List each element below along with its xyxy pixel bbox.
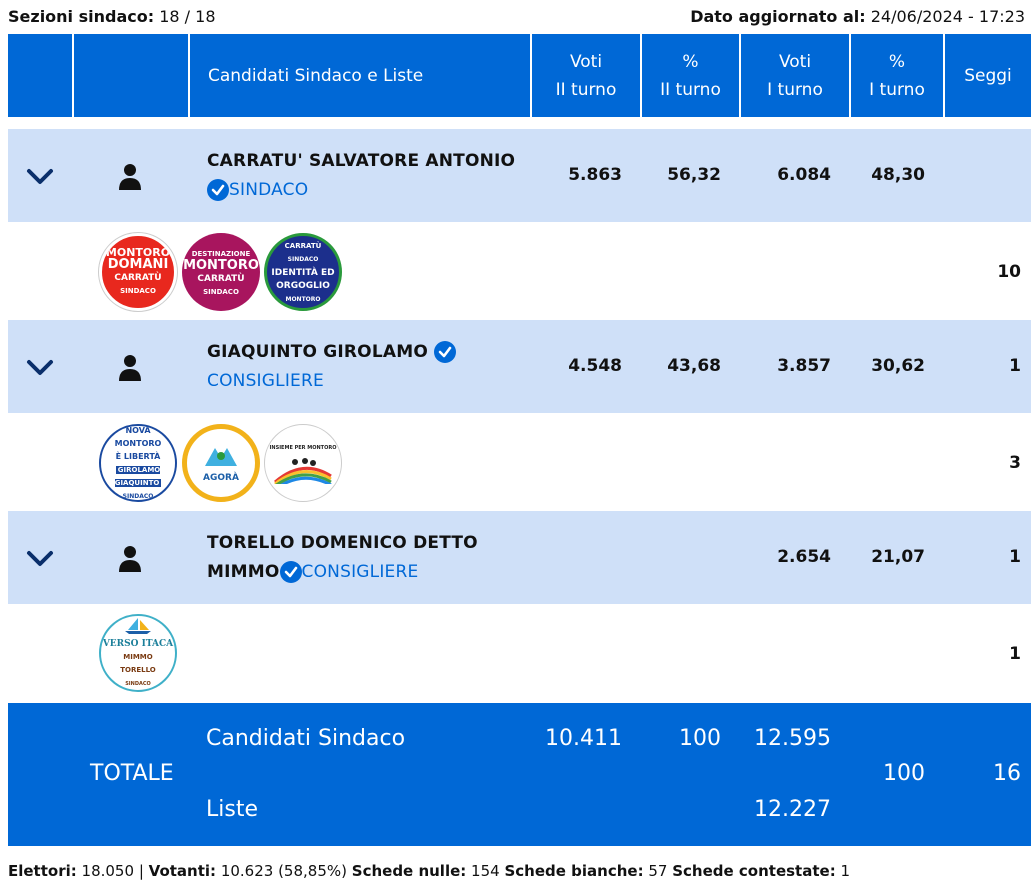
votes-1: 6.084 xyxy=(777,165,831,185)
candidate-row xyxy=(8,129,1031,222)
agora-logo: AGORÀ xyxy=(182,424,260,502)
contested-ballots-value: 1 xyxy=(840,862,851,880)
pct-1: 48,30 xyxy=(871,165,925,185)
list-seats: 1 xyxy=(1009,644,1021,664)
voters-value: 10.623 (58,85%) xyxy=(220,862,347,880)
total-candidates-label: Candidati Sindaco xyxy=(206,726,406,751)
candidate-name-block xyxy=(207,529,478,587)
pct-2: 43,68 xyxy=(667,356,721,376)
list-seats: 3 xyxy=(1009,453,1021,473)
pct-1: 21,07 xyxy=(871,547,925,567)
montoro-domani-logo: MONTORO DOMANI CARRATÙ SINDACO xyxy=(99,233,177,311)
total-pct-2: 100 xyxy=(679,726,721,751)
header-votes-2: Voti II turno xyxy=(532,34,640,117)
lists-row xyxy=(8,604,1031,702)
votes-1: 3.857 xyxy=(777,356,831,376)
total-seats: 16 xyxy=(993,761,1021,786)
candidate-name-block xyxy=(207,147,515,205)
candidate-role: SINDACO xyxy=(229,180,309,200)
verified-check-icon xyxy=(434,341,456,363)
chevron-down-icon[interactable] xyxy=(26,549,54,569)
candidate-name-block xyxy=(207,338,456,396)
person-icon xyxy=(117,354,143,382)
rainbow-icon xyxy=(273,454,333,484)
candidate-role: CONSIGLIERE xyxy=(301,562,419,582)
verso-itaca-logo: VERSO ITACA MIMMO TORELLO SINDACO xyxy=(99,614,177,692)
header-candidates: Candidati Sindaco e Liste xyxy=(190,34,530,117)
nova-montoro-logo: NOVA MONTORO È LIBERTÀ GIROLAMO GIAQUINTO SINDACO xyxy=(99,424,177,502)
top-info-bar xyxy=(8,4,1025,28)
lists-row xyxy=(8,413,1031,511)
sections-info xyxy=(8,7,216,26)
header-icon-col xyxy=(74,34,188,117)
seats: 1 xyxy=(1009,547,1021,567)
total-pct-1: 100 xyxy=(883,761,925,786)
null-ballots-value: 154 xyxy=(471,862,500,880)
blank-ballots-value: 57 xyxy=(648,862,668,880)
list-seats: 10 xyxy=(997,262,1021,282)
footer-stats: Elettori: 18.050 | Votanti: 10.623 (58,85%) Schede nulle: 154 Schede bianche: 57 Schede contestate: 1 xyxy=(8,862,851,880)
candidate-row xyxy=(8,511,1031,604)
updated-value: 24/06/2024 - 17:23 xyxy=(870,6,1025,26)
verified-check-icon xyxy=(280,561,302,583)
candidate-role: CONSIGLIERE xyxy=(207,371,324,391)
sailboat-icon xyxy=(123,616,153,634)
lists-row xyxy=(8,222,1031,320)
votes-2: 5.863 xyxy=(568,165,622,185)
updated-label: Dato aggiornato al: xyxy=(690,6,866,26)
identita-ed-orgoglio-logo: CARRATÙ SINDACO IDENTITÀ ED ORGOGLIO MONTORO xyxy=(264,233,342,311)
candidate-name-line2: MIMMO xyxy=(207,562,280,582)
pct-2: 56,32 xyxy=(667,165,721,185)
insieme-per-montoro-logo: INSIEME PER MONTORO xyxy=(264,424,342,502)
electors-value: 18.050 xyxy=(81,862,135,880)
candidate-name: GIAQUINTO GIROLAMO xyxy=(207,342,428,362)
header-pct-1: % I turno xyxy=(851,34,943,117)
header-votes-1: Voti I turno xyxy=(741,34,849,117)
seats: 1 xyxy=(1009,356,1021,376)
totals-row xyxy=(8,703,1031,846)
chevron-down-icon[interactable] xyxy=(26,358,54,378)
total-lists-label: Liste xyxy=(206,797,258,822)
chevron-down-icon[interactable] xyxy=(26,167,54,187)
agora-emblem-icon xyxy=(201,442,241,468)
verified-check-icon xyxy=(207,179,229,201)
sections-value: 18 / 18 xyxy=(159,6,216,26)
pct-1: 30,62 xyxy=(871,356,925,376)
votes-1: 2.654 xyxy=(777,547,831,567)
total-votes-1-lists: 12.227 xyxy=(754,797,831,822)
destinazione-montoro-logo: DESTINAZIONE MONTORO CARRATÙ SINDACO xyxy=(182,233,260,311)
person-icon xyxy=(117,163,143,191)
votes-2: 4.548 xyxy=(568,356,622,376)
update-info xyxy=(690,7,1025,26)
header-pct-2: % II turno xyxy=(642,34,739,117)
person-icon xyxy=(117,545,143,573)
sections-label: Sezioni sindaco: xyxy=(8,6,155,26)
candidate-row xyxy=(8,320,1031,413)
table-header xyxy=(8,34,1031,117)
candidate-name: TORELLO DOMENICO DETTO xyxy=(207,533,478,553)
candidate-name: CARRATU' SALVATORE ANTONIO xyxy=(207,151,516,171)
header-expand-col xyxy=(8,34,72,117)
header-seats: Seggi xyxy=(945,34,1031,117)
total-votes-1-candidates: 12.595 xyxy=(754,726,831,751)
total-votes-2: 10.411 xyxy=(545,726,622,751)
total-label: TOTALE xyxy=(90,761,174,786)
